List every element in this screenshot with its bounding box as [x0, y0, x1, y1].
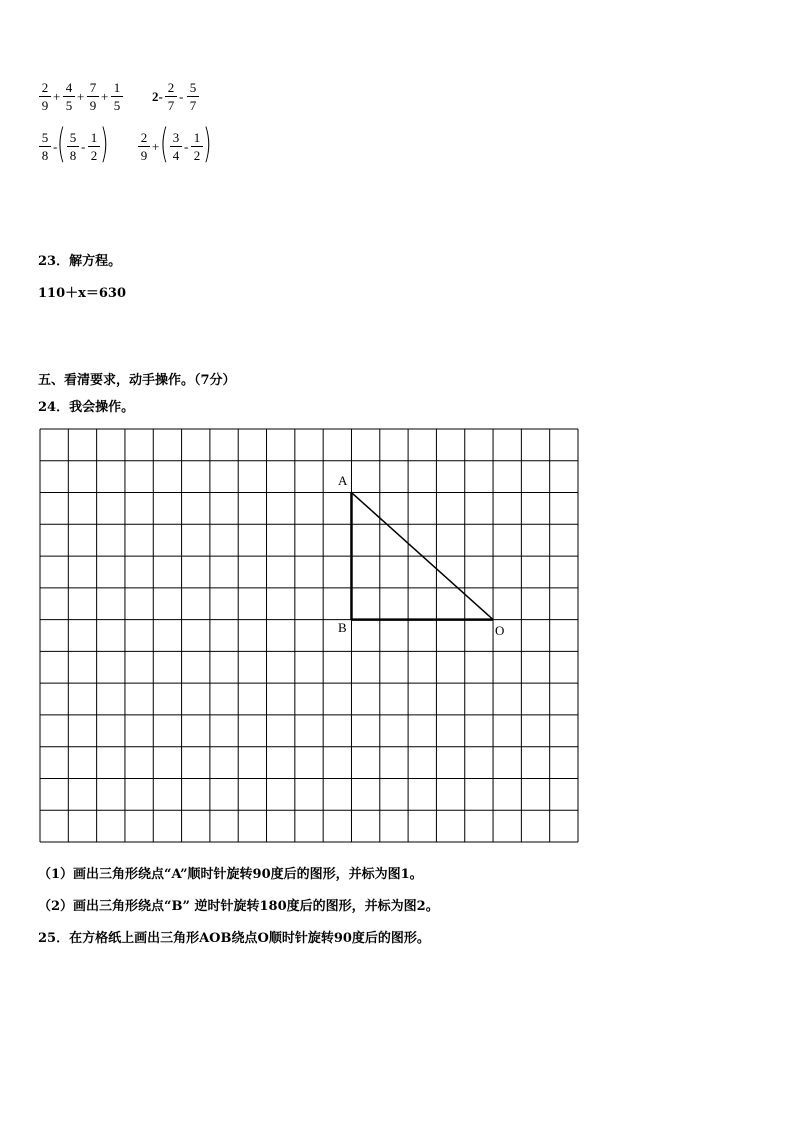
point-label-b: B [338, 620, 347, 635]
fraction: 4 5 [62, 80, 76, 113]
minus-operator: - [81, 139, 86, 154]
fraction: 7 9 [86, 80, 100, 113]
right-parenthesis: ) [203, 121, 212, 167]
q24-subquestion-1: （1）画出三角形绕点“A”顺时针旋转90度后的图形，并标为图1。 [38, 867, 423, 882]
section5-title: 五、看清要求，动手操作。（7分） [38, 373, 236, 388]
fraction: 5 8 [66, 130, 80, 163]
q23-title: 23．解方程。 [38, 254, 122, 269]
left-parenthesis: ( [160, 121, 169, 167]
fraction: 5 8 [38, 130, 52, 163]
q24-title: 24．我会操作。 [38, 400, 135, 415]
expression-lead: 2- [152, 89, 163, 104]
fraction: 2 9 [137, 130, 151, 163]
q24-subquestion-2: （2）画出三角形绕点“B” 逆时针旋转180度后的图形，并标为图2。 [38, 899, 439, 914]
fraction: 1 5 [110, 80, 124, 113]
plus-operator: + [77, 89, 85, 104]
fraction: 5 7 [186, 80, 200, 113]
fraction: 3 4 [169, 130, 183, 163]
plus-operator: + [53, 89, 61, 104]
point-label-o: O [495, 623, 505, 638]
minus-operator: - [53, 139, 58, 154]
fraction: 2 9 [38, 80, 52, 113]
minus-operator: - [184, 139, 189, 154]
left-parenthesis: ( [57, 121, 66, 167]
right-parenthesis: ) [100, 121, 109, 167]
point-label-a: A [338, 473, 348, 488]
minus-operator: - [179, 89, 184, 104]
fraction: 1 2 [87, 130, 101, 163]
plus-operator: + [101, 89, 109, 104]
fraction: 2 7 [164, 80, 178, 113]
q25-title: 25．在方格纸上画出三角形AOB绕点O顺时针旋转90度后的图形。 [38, 931, 430, 946]
q23-equation: 110＋x＝630 [38, 286, 127, 301]
plus-operator: + [152, 139, 160, 154]
fraction: 1 2 [190, 130, 204, 163]
